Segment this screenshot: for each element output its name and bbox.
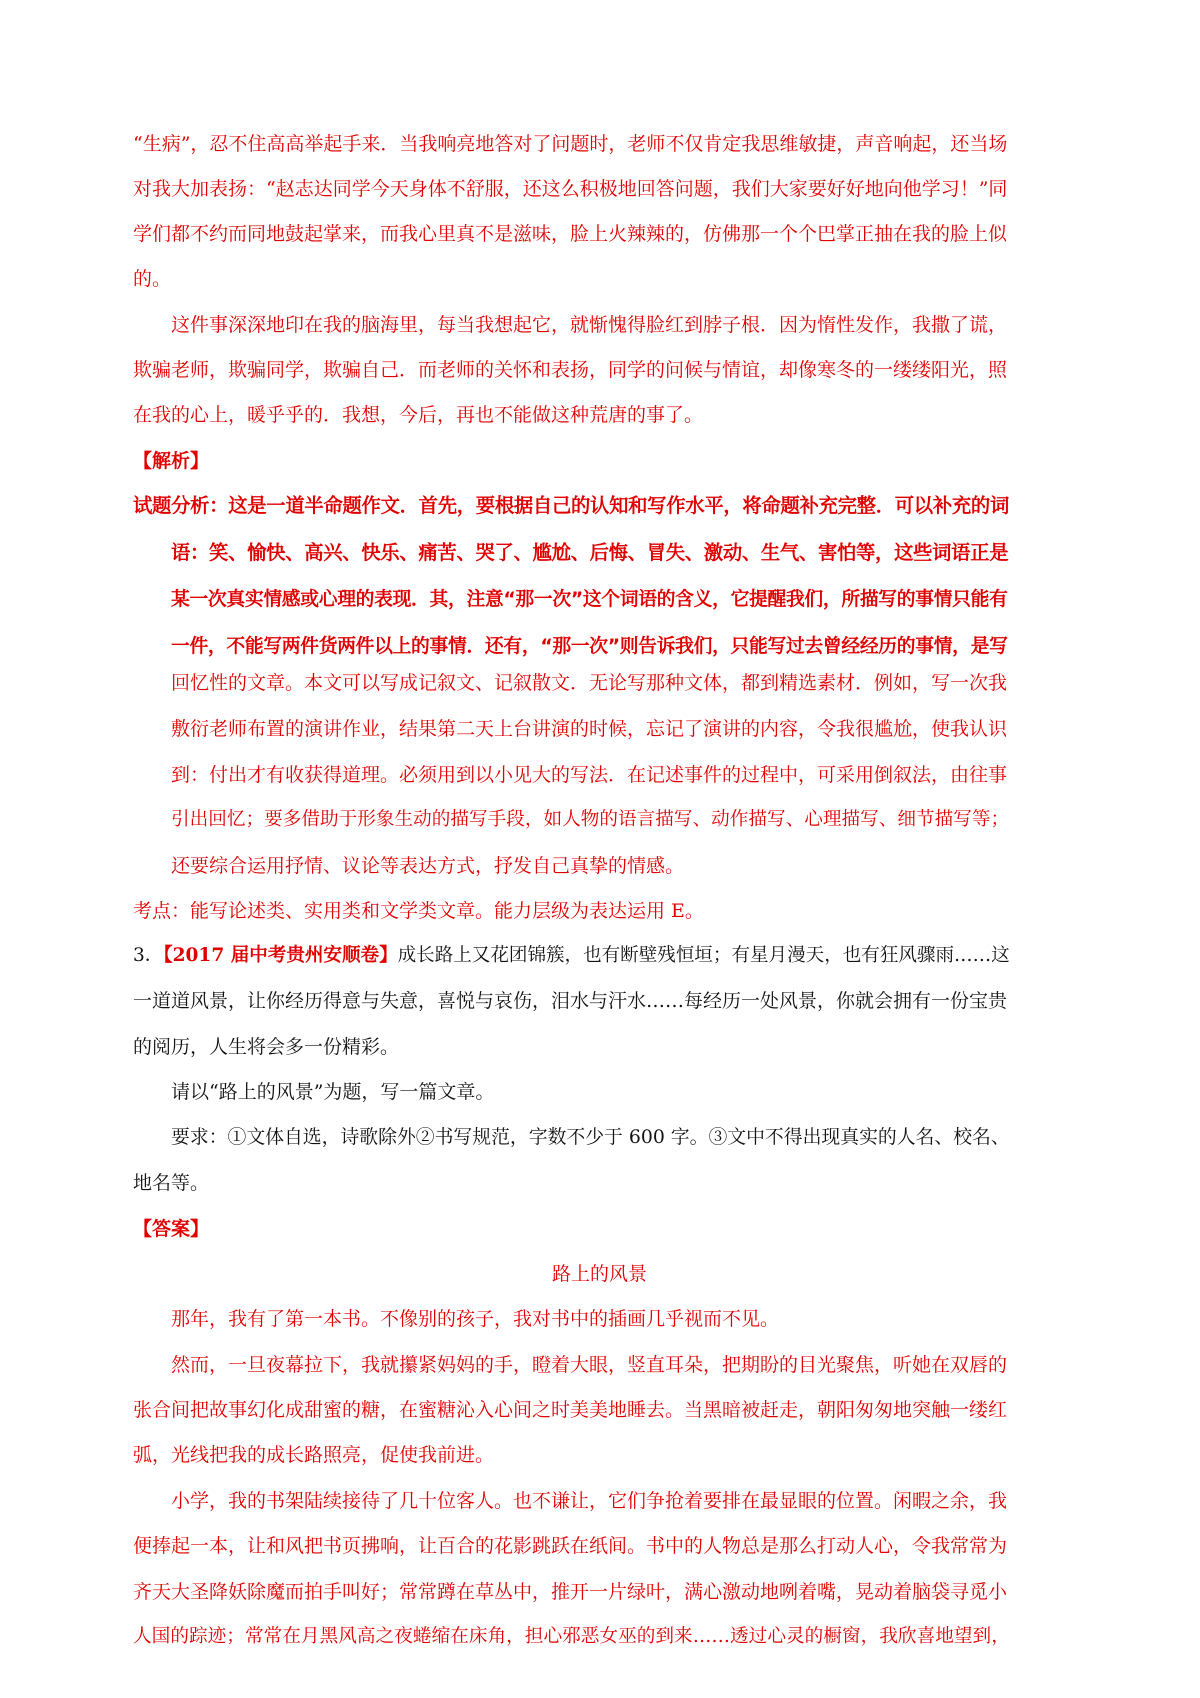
essay-line: 这件事深深地印在我的脑海里，每当我想起它，就惭愧得脸红到脖子根．因为惰性发作，我撒了谎，	[171, 314, 1008, 336]
essay-line: 对我大加表扬：“赵志达同学今天身体不舒服，还这么积极地回答问题，我们大家要好好地向他学习！”同	[133, 178, 1008, 200]
analysis-line: 到：付出才有收获得道理。必须用到以小见大的写法．在记述事件的过程中，可采用倒叙法，由往事	[171, 764, 1008, 786]
analysis-line: 语：笑、愉快、高兴、快乐、痛苦、哭了、尴尬、后悔、冒失、激动、生气、害怕等，这些词语正是	[171, 541, 1009, 564]
essay-line: 张合间把故事幻化成甜蜜的糖，在蜜糖沁入心间之时美美地睡去。当黑暗被赶走，朝阳匆匆地突触一缕红	[133, 1399, 1008, 1421]
question-prompt: 请以“路上的风景”为题，写一篇文章。	[171, 1081, 495, 1103]
essay-line: 便捧起一本，让和风把书页拂响，让百合的花影跳跃在纸间。书中的人物总是那么打动人心，令我常常为	[133, 1535, 1008, 1557]
essay-line: 然而，一旦夜幕拉下，我就攥紧妈妈的手，瞪着大眼，竖直耳朵，把期盼的目光聚焦，听她在双唇的	[171, 1354, 1008, 1376]
analysis-line: 试题分析：这是一道半命题作文．首先，要根据自己的认知和写作水平，将命题补充完整．可以补充的词	[133, 494, 1010, 517]
analysis-line: 敷衍老师布置的演讲作业，结果第二天上台讲演的时候，忘记了演讲的内容，令我很尴尬，使我认识	[171, 718, 1008, 740]
analysis-line: 一件，不能写两件货两件以上的事情．还有，“那一次”则告诉我们，只能写过去曾经经历的事情，是写	[171, 636, 1008, 657]
essay-line: 的。	[133, 268, 172, 290]
question-line	[133, 943, 1010, 969]
essay-line: 那年，我有了第一本书。不像别的孩子，我对书中的插画几乎视而不见。	[171, 1308, 780, 1330]
question-line: 一道道风景，让你经历得意与失意，喜悦与哀伤，泪水与汗水……每经历一处风景，你就会拥有一份宝贵	[133, 990, 1008, 1012]
question-requirement: 要求：①文体自选，诗歌除外②书写规范，字数不少于 600 字。③文中不得出现真实的人名、校名、	[171, 1127, 1010, 1148]
essay-line: 齐天大圣降妖除魔而拍手叫好；常常蹲在草丛中，推开一片绿叶，满心激动地咧着嘴，晃动着脑袋寻觅小	[133, 1581, 1008, 1603]
analysis-label: 【解析】	[133, 450, 210, 472]
analysis-line: 还要综合运用抒情、议论等表达方式，抒发自己真挚的情感。	[171, 855, 685, 877]
essay-line: 人国的踪迹；常常在月黑风高之夜蜷缩在床角，担心邪恶女巫的到来……透过心灵的橱窗，我欣喜地望到，	[133, 1626, 1010, 1647]
kaodian-line: 考点：能写论述类、实用类和文学类文章。能力层级为表达运用 E。	[133, 900, 704, 922]
question-source: 【2017 届中考贵州安顺卷】	[163, 945, 398, 966]
essay-line: 欺骗老师，欺骗同学，欺骗自己．而老师的关怀和表扬，同学的问候与情谊，却像寒冬的一缕缕阳光，照	[133, 359, 1008, 381]
answer-label: 【答案】	[133, 1218, 210, 1240]
essay-line: “生病”，忍不住高高举起手来．当我响亮地答对了问题时，老师不仅肯定我思维敏捷，声音响起，还当场	[133, 133, 1008, 155]
analysis-line: 引出回忆；要多借助于形象生动的描写手段，如人物的语言描写、动作描写、心理描写、细节描写等；	[171, 809, 1010, 830]
question-line: 的阅历，人生将会多一份精彩。	[133, 1036, 400, 1058]
essay-line: 小学，我的书架陆续接待了几十位客人。也不谦让，它们争抢着要排在最显眼的位置。闲暇之余，我	[171, 1490, 1008, 1512]
question-text: 成长路上又花团锦簇，也有断壁残恒垣；有星月漫天，也有狂风骤雨……这	[397, 945, 1010, 966]
essay-title: 路上的风景	[552, 1263, 648, 1285]
essay-line: 弧，光线把我的成长路照亮，促使我前进。	[133, 1444, 495, 1466]
essay-line: 在我的心上，暖乎乎的．我想，今后，再也不能做这种荒唐的事了。	[133, 404, 704, 426]
essay-line: 学们都不约而同地鼓起掌来，而我心里真不是滋味，脸上火辣辣的，仿佛那一个个巴掌正抽在我的脸上似	[133, 223, 1008, 245]
question-requirement: 地名等。	[133, 1172, 210, 1194]
analysis-line: 回忆性的文章。本文可以写成记叙文、记叙散文．无论写那种文体，都到精选素材．例如，写一次我	[171, 672, 1008, 694]
question-number: 3．	[133, 945, 164, 966]
analysis-line: 某一次真实情感或心理的表现．其，注意“那一次”这个词语的含义，它提醒我们，所描写的事情只能有	[171, 589, 1008, 610]
